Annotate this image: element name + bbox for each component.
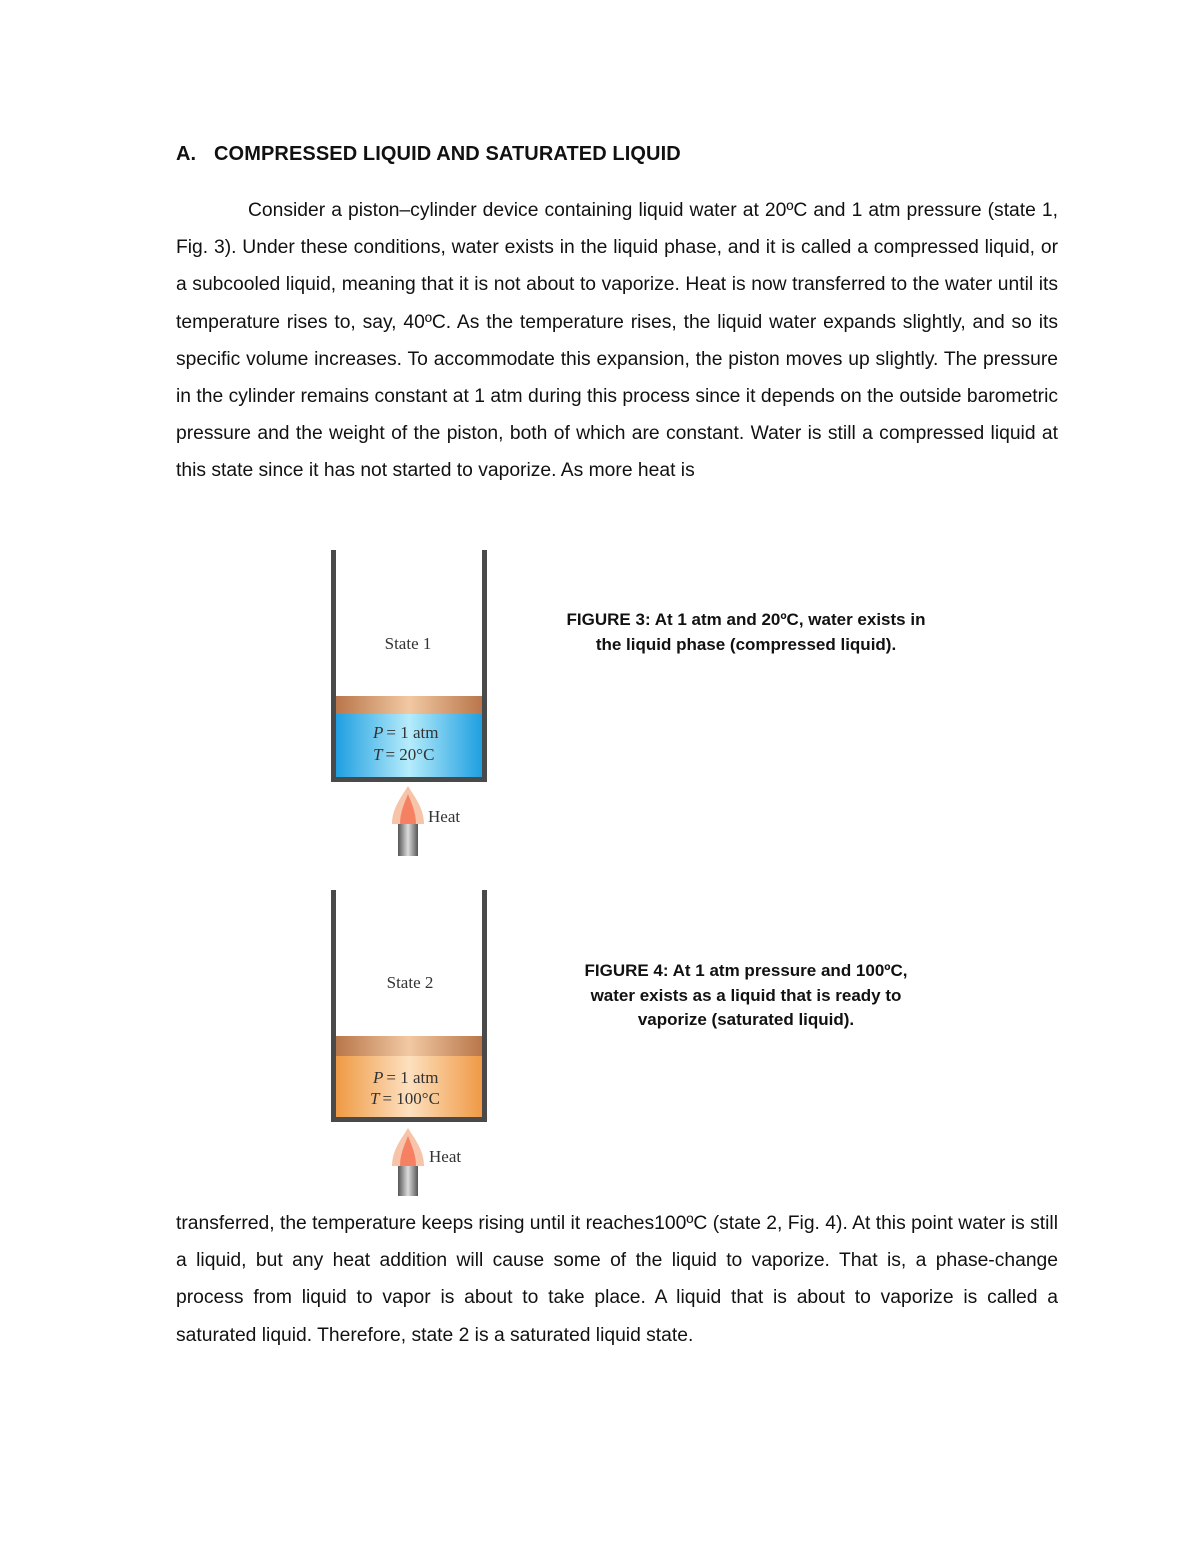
heat-label: Heat — [428, 807, 461, 826]
figure-3-caption: FIGURE 3: At 1 atm and 20ºC, water exists in the liquid phase (compressed liquid). — [566, 610, 926, 654]
cylinder-right-wall — [482, 550, 487, 782]
paragraph-saturated-liquid: transferred, the temperature keeps rising until it reaches100ºC (state 2, Fig. 4). At this point water is still a liquid, but any heat addition will cause some of the liquid to vaporize. That is, a phase-change process from liquid to vapor is about to take place. A liquid that is about to vaporize is called a saturated liquid. Therefore, state 2 is a saturated liquid state. — [176, 1213, 1058, 1346]
figure-4-caption: FIGURE 4: At 1 atm pressure and 100ºC, water exists as a liquid that is ready to vaporize (saturated liquid). — [584, 961, 908, 1029]
cylinder-right-wall — [482, 890, 487, 1122]
heat-label: Heat — [429, 1147, 462, 1166]
temperature-label: T = 20°C — [373, 745, 435, 764]
cylinder-bottom — [331, 777, 487, 782]
state-label: State 1 — [384, 634, 432, 653]
figure-3-piston-cylinder — [318, 546, 508, 862]
figure-4-piston-cylinder — [318, 886, 508, 1202]
pressure-label: P = 1 atm — [373, 1068, 439, 1087]
section-title: COMPRESSED LIQUID AND SATURATED LIQUID — [214, 143, 681, 165]
temperature-label: T = 100°C — [370, 1089, 440, 1108]
piston — [336, 696, 482, 714]
section-letter: A. — [176, 143, 197, 165]
section-heading — [176, 143, 681, 166]
pressure-label: P = 1 atm — [373, 723, 439, 742]
piston — [336, 1036, 482, 1056]
cylinder-left-wall — [331, 550, 336, 782]
burner — [398, 824, 418, 856]
state-label: State 2 — [386, 973, 434, 992]
cylinder-bottom — [331, 1117, 487, 1122]
paragraph-compressed-liquid: Consider a piston–cylinder device containing liquid water at 20ºC and 1 atm pressure (state 1, Fig. 3). Under these conditions, water exists in the liquid phase, and it is called a compressed liquid, or a subcooled liquid, meaning that it is not about to vaporize. Heat is now transferred to the water until its temperature rises to, say, 40ºC. As the temperature rises, the liquid water expands slightly, and so its specific volume increases. To accommodate this expansion, the piston moves up slightly. The pressure in the cylinder remains constant at 1 atm during this process since it depends on the outside barometric pressure and the weight of the piston, both of which are constant. Water is still a compressed liquid at this state since it has not started to vaporize. As more heat is — [176, 200, 1058, 482]
burner — [398, 1166, 418, 1196]
cylinder-left-wall — [331, 890, 336, 1122]
